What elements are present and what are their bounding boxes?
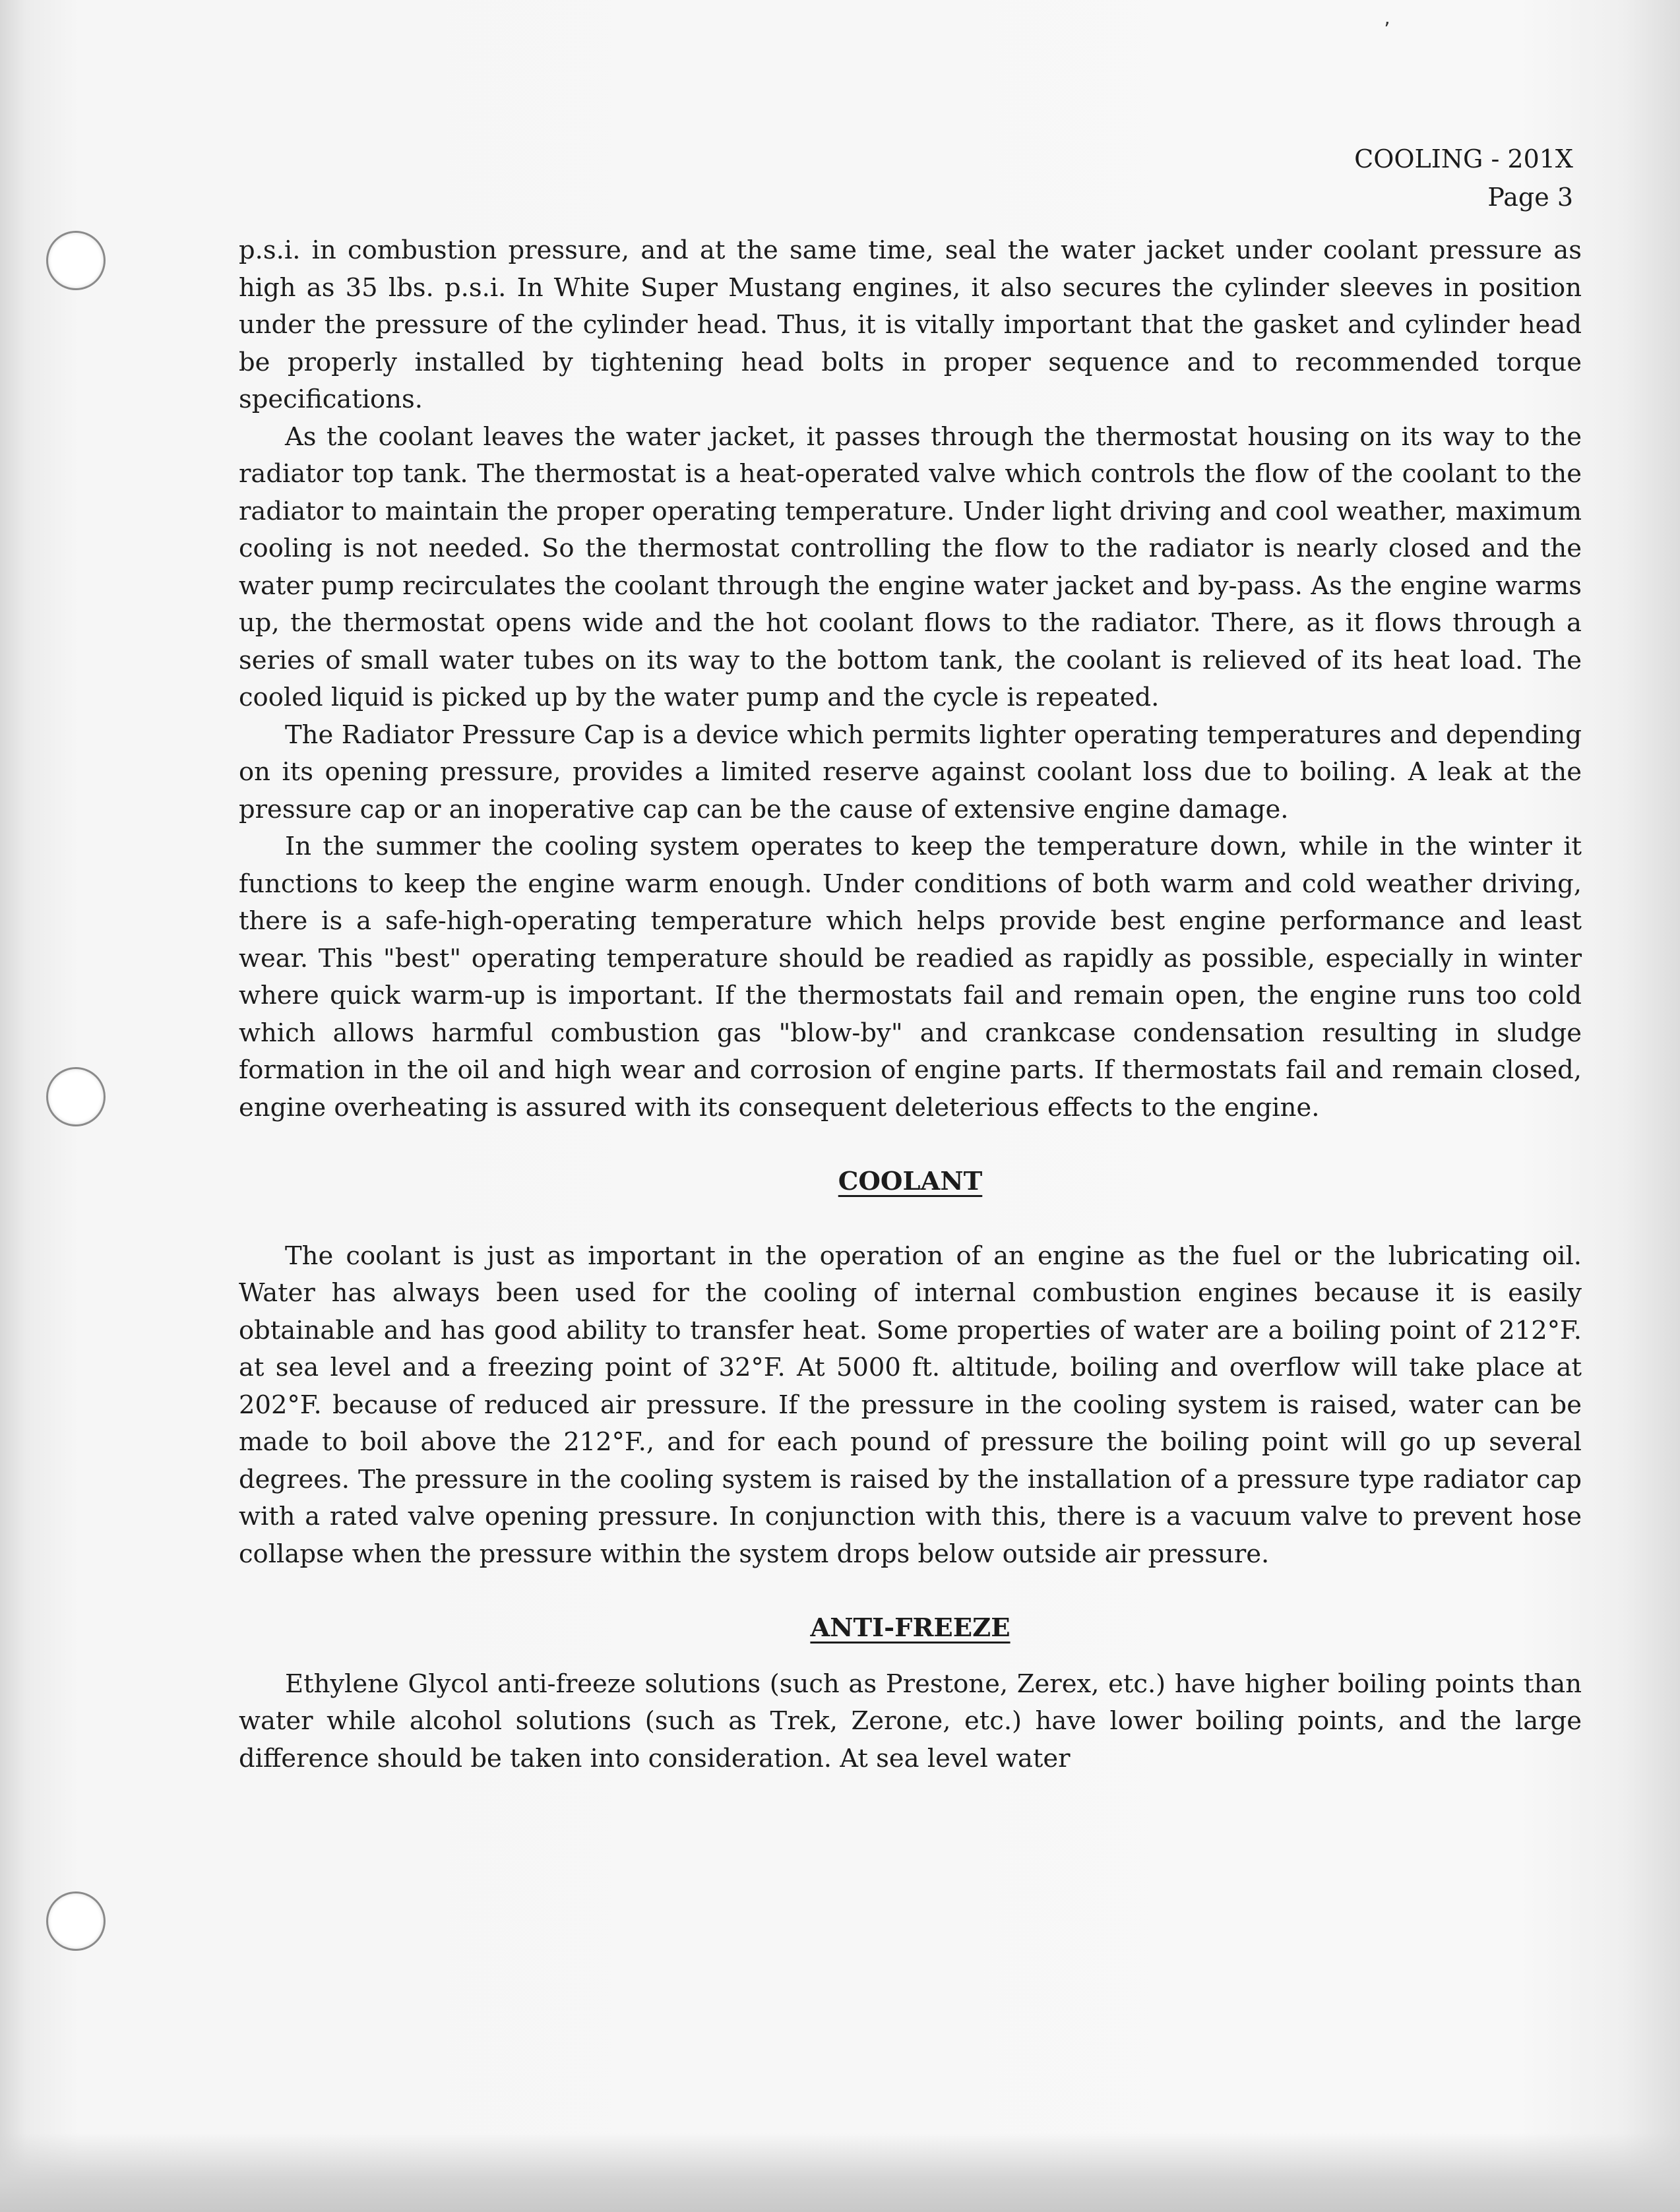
binder-hole-top-icon <box>46 231 106 290</box>
paragraph-anti-freeze: Ethylene Glycol anti-freeze solutions (such as Prestone, Zerex, etc.) have higher boiling points than water while alcohol solutions (such as Trek, Zerone, etc.) have lower boiling points, and the large difference should be taken into consideration. At sea level water <box>239 1669 1582 1773</box>
page-bottom-shadow <box>0 2133 1680 2212</box>
section-title: COOLING - 201X <box>1354 144 1573 173</box>
paragraph-thermostat: As the coolant leaves the water jacket, it passes through the thermostat housing on its way to the radiator top tank. The thermostat is a heat-operated valve which controls the flow of the coolant to the radiator to maintain the proper operating temperature. Under light driving and cool weather, maximum cooling is not needed. So the thermostat controlling the flow to the radiator is nearly closed and the water pump recirculates the coolant through the engine water jacket and by-pass. As the engine warms up, the thermostat opens wide and the hot coolant flows to the radiator. There, as it flows through a series of small water tubes on its way to the bottom tank, the coolant is relieved of its heat load. The cooled liquid is picked up by the water pump and the cycle is repeated. <box>239 421 1582 712</box>
paragraph-pressure-cap: The Radiator Pressure Cap is a device which permits lighter operating temperatures and depending on its opening pressure, provides a limited reserve against coolant loss due to boiling. A leak at the pressure cap or an inoperative cap can be the cause of extensive engine damage. <box>239 720 1582 824</box>
paragraph-gasket: p.s.i. in combustion pressure, and at the same time, seal the water jacket under coolant pressure as high as 35 lbs. p.s.i. In White Super Mustang engines, it also secures the cylinder sleeves in position under the pressure of the cylinder head. Thus, it is vitally important that the gasket and cylinder head be properly installed by tightening head bolts in proper sequence and to recommended torque specifications. <box>239 235 1582 414</box>
page-number: Page 3 <box>1487 183 1573 212</box>
heading-anti-freeze: ANTI-FREEZE <box>810 1613 1011 1643</box>
paragraph-coolant: The coolant is just as important in the operation of an engine as the fuel or the lubricating oil. Water has always been used for the cooling of internal combustion engines because it is easily obtainable and has good ability to transfer heat. Some properties of water are a boiling point of 212°F. at sea level and a freezing point of 32°F. At 5000 ft. altitude, boiling and overflow will take place at 202°F. because of reduced air pressure. If the pressure in the cooling system is raised, water can be made to boil above the 212°F., and for each pound of pressure the boiling point will go up several degrees. The pressure in the cooling system is raised by the installation of a pressure type radiator cap with a rated valve opening pressure. In conjunction with this, there is a vacuum valve to prevent hose collapse when the pressure within the system drops below outside air pressure. <box>239 1241 1582 1569</box>
binder-hole-bottom-icon <box>46 1891 106 1951</box>
paragraph-seasonal-operation: In the summer the cooling system operates to keep the temperature down, while in the winter it functions to keep the engine warm enough. Under conditions of both warm and cold weather driving, there is a safe-high-operating temperature which helps provide best engine performance and least wear. This "best" operating temperature should be readied as rapidly as possible, especially in winter where quick warm-up is important. If the thermostats fail and remain open, the engine runs too cold which allows harmful combustion gas "blow-by" and crankcase condensation resulting in sludge formation in the oil and high wear and corrosion of engine parts. If thermostats fail and remain closed, engine overheating is assured with its consequent deleterious effects to the engine. <box>239 832 1582 1122</box>
binder-hole-middle-icon <box>46 1067 106 1126</box>
page-header <box>1354 140 1573 216</box>
pen-mark: ’ <box>1384 18 1390 42</box>
document-body <box>239 232 1582 1777</box>
heading-coolant: COOLANT <box>838 1167 983 1196</box>
